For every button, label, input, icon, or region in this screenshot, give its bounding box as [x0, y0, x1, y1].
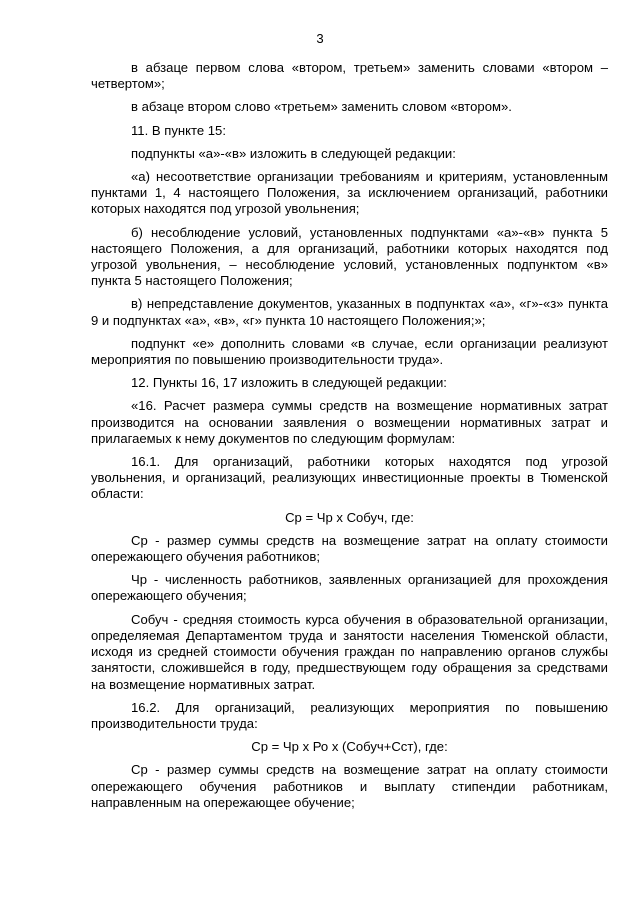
- paragraph: подпункты «а»-«в» изложить в следующей редакции:: [131, 145, 456, 161]
- paragraph: в) непредставление документов, указанных в подпунктах «а», «г»-«з» пункта 9 и подпунктах «а», «в», «г» пункта 10 настоящего Положения;»;: [91, 296, 608, 328]
- paragraph: «а) несоответствие организации требованиям и критериям, установленным пунктами 1, 4 настоящего Положения, за исключением организаций, работники которых находятся под угрозой увольнения;: [91, 169, 608, 217]
- formula-line: Ср = Чр х Собуч, где:: [285, 509, 414, 525]
- paragraph: «16. Расчет размера суммы средств на возмещение нормативных затрат производится на основании заявления о возмещении нормативных затрат и прилагаемых к нему документов по следующим формулам:: [91, 398, 608, 446]
- paragraph: в абзаце втором слово «третьем» заменить словом «втором».: [131, 99, 512, 115]
- paragraph: 16.1. Для организаций, работники которых находятся под угрозой увольнения, и организаций, реализующих инвестиционные проекты в Тюменской области:: [91, 454, 608, 502]
- paragraph: Собуч - средняя стоимость курса обучения в образовательной организации, определяемая Департаментом труда и занятости населения Тюменской области, исходя из средней стоимости обучения граждан по направлению органов службы занятости, сложившейся в году, предшествующем году обращения за средствами на возмещение нормативных затрат.: [91, 611, 608, 692]
- formula-line: Ср = Чр х Ро х (Собуч+Сст), где:: [251, 739, 448, 755]
- paragraph: Ср - размер суммы средств на возмещение затрат на оплату стоимости опережающего обучения работников;: [91, 532, 608, 565]
- document-body: [91, 60, 608, 818]
- paragraph: 16.2. Для организаций, реализующих мероприятия по повышению производительности труда:: [91, 699, 608, 731]
- paragraph: 12. Пункты 16, 17 изложить в следующей редакции:: [131, 375, 447, 391]
- paragraph: б) несоблюдение условий, установленных подпунктами «а»-«в» пункта 5 настоящего Положения, а для организаций, работники которых находятся под угрозой увольнения, – несоблюдение условий, установленных подпунктом «в» пункта 5 настоящего Положения;: [91, 224, 608, 289]
- paragraph: Ср - размер суммы средств на возмещение затрат на оплату стоимости опережающего обучения работников и выплату стипендии работникам, направленным на опережающее обучение;: [91, 762, 608, 810]
- page-number: 3: [316, 31, 324, 46]
- paragraph: 11. В пункте 15:: [131, 122, 226, 138]
- paragraph: в абзаце первом слова «втором, третьем» заменить словами «втором – четвертом»;: [91, 60, 608, 92]
- paragraph: подпункт «е» дополнить словами «в случае, если организации реализуют мероприятия по повышению производительности труда».: [91, 335, 608, 368]
- paragraph: Чр - численность работников, заявленных организацией для прохождения опережающего обучения;: [91, 572, 608, 604]
